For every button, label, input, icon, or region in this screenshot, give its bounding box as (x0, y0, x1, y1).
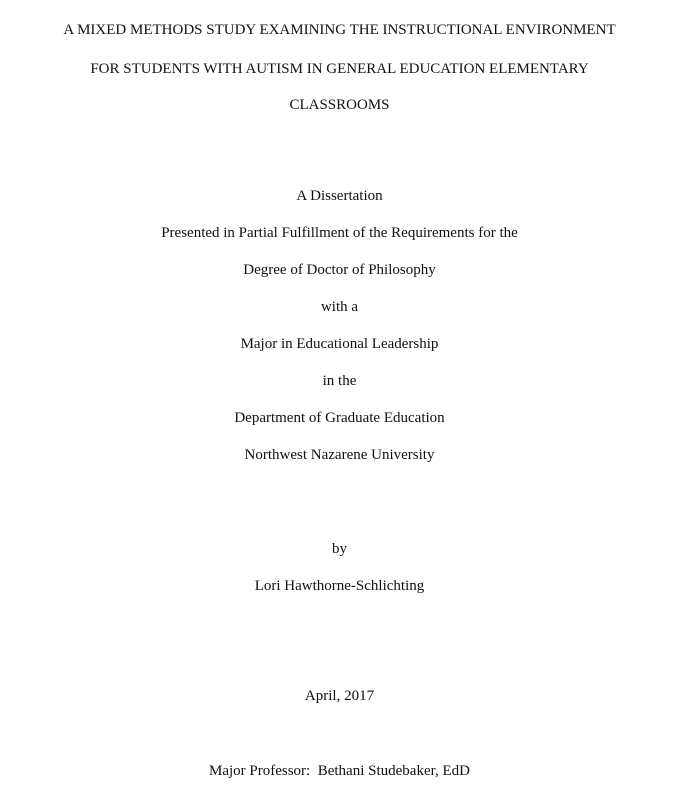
in-the-text: in the (322, 373, 357, 389)
university-name: Northwest Nazarene University (244, 447, 435, 463)
author-name: Lori Hawthorne-Schlichting (254, 578, 425, 594)
by-text: by (332, 541, 347, 557)
major-name: Major in Educational Leadership (240, 336, 439, 352)
with-text: with a (320, 299, 359, 315)
submission-date: April, 2017 (304, 688, 375, 704)
document-type: A Dissertation (296, 188, 383, 204)
major-professor: Major Professor: Bethani Studebaker, EdD (208, 763, 470, 779)
degree-name: Degree of Doctor of Philosophy (243, 262, 436, 278)
title-line-1: A MIXED METHODS STUDY EXAMINING THE INSTRUCTIONAL ENVIRONMENT (63, 22, 616, 38)
fulfillment-statement: Presented in Partial Fulfillment of the Requirements for the (161, 225, 518, 241)
title-line-2: FOR STUDENTS WITH AUTISM IN GENERAL EDUCATION ELEMENTARY (90, 61, 589, 77)
title-line-3: CLASSROOMS (289, 97, 390, 113)
department-name: Department of Graduate Education (234, 410, 445, 426)
